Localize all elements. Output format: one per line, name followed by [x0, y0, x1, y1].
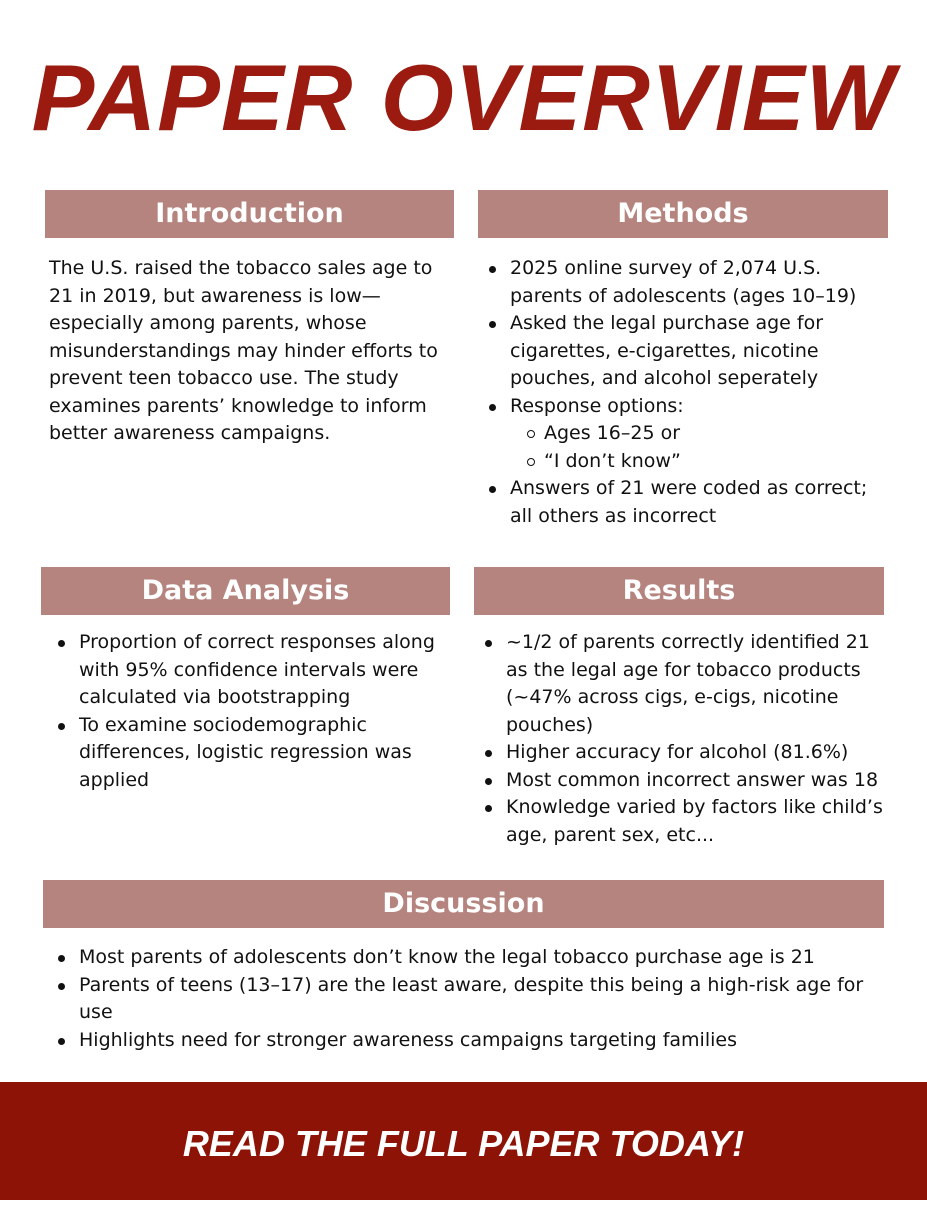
list-item: Most parents of adolescents don’t know the legal tobacco purchase age is 21	[49, 944, 899, 972]
list-item: Parents of teens (13–17) are the least aware, despite this being a high-risk age for use	[49, 972, 899, 1027]
methods-section	[480, 255, 880, 530]
read-full-paper-cta[interactable]: READ THE FULL PAPER TODAY!	[182, 1123, 745, 1164]
list-item: Proportion of correct responses along with 95% confidence intervals were calculated via bootstrapping	[49, 629, 454, 712]
data-analysis-heading: Data Analysis	[41, 567, 450, 615]
list-item: Asked the legal purchase age for cigarettes, e-cigarettes, nicotine pouches, and alcohol seperately	[480, 310, 880, 393]
footer-banner	[0, 1082, 927, 1200]
discussion-heading: Discussion	[43, 880, 884, 928]
list-item: Knowledge varied by factors like child’s age, parent sex, etc...	[476, 794, 888, 849]
results-heading: Results	[474, 567, 884, 615]
list-item: Higher accuracy for alcohol (81.6%)	[476, 739, 888, 767]
list-item: Response options: Ages 16–25 or “I don’t know”	[480, 393, 880, 476]
list-item: ~1/2 of parents correctly identified 21 as the legal age for tobacco products (~47% across cigs, e-cigs, nicotine pouches)	[476, 629, 888, 739]
results-section	[476, 629, 888, 849]
discussion-section	[49, 944, 899, 1054]
list-item: Most common incorrect answer was 18	[476, 767, 888, 795]
page-title: PAPER OVERVIEW	[31, 45, 896, 150]
introduction-text: The U.S. raised the tobacco sales age to 21 in 2019, but awareness is low—especially among parents, whose misunderstandings may hinder efforts to prevent teen tobacco use. The study examines parents’ knowledge to inform better awareness campaigns.	[49, 257, 438, 444]
discussion-list	[49, 944, 899, 1054]
list-item: 2025 online survey of 2,074 U.S. parents of adolescents (ages 10–19)	[480, 255, 880, 310]
results-list	[476, 629, 888, 849]
data-analysis-section	[49, 629, 454, 794]
list-item: Highlights need for stronger awareness campaigns targeting families	[49, 1027, 899, 1055]
methods-list	[480, 255, 880, 530]
list-item: Answers of 21 were coded as correct; all others as incorrect	[480, 475, 880, 530]
list-item: “I don’t know”	[510, 448, 880, 476]
list-item: Ages 16–25 or	[510, 420, 880, 448]
response-options-list	[510, 420, 880, 475]
list-item: To examine sociodemographic differences, logistic regression was applied	[49, 712, 454, 795]
introduction-heading: Introduction	[45, 190, 454, 238]
introduction-section	[49, 255, 459, 448]
data-analysis-list	[49, 629, 454, 794]
methods-heading: Methods	[478, 190, 888, 238]
